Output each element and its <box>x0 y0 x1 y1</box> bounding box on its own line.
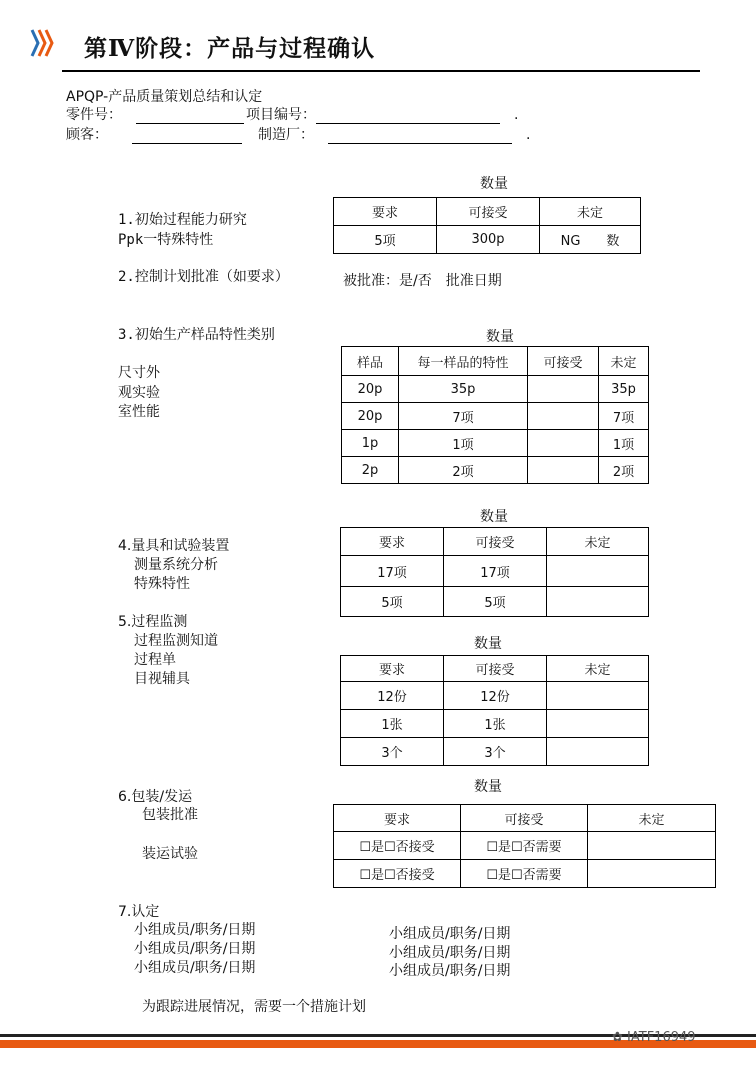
table-cell: 5项 <box>341 587 444 617</box>
header-cell: 可接受 <box>528 347 599 376</box>
s7-signature-right: 小组成员/职务/日期 <box>389 945 511 961</box>
s4-qty-label: 数量 <box>480 509 508 525</box>
header-cell: 未定 <box>547 528 649 556</box>
table-cell: 3个 <box>444 738 547 766</box>
s5-title: 5.过程监测 <box>118 614 188 630</box>
header-cell: 未定 <box>540 198 641 226</box>
watermark-text: IATF16949 <box>627 1030 696 1045</box>
header-cell: 可接受 <box>444 528 547 556</box>
s5-item: 过程单 <box>134 652 176 668</box>
header-cell: 可接受 <box>444 656 547 682</box>
table-cell: NG 数 <box>540 226 641 254</box>
table-cell: 35p <box>599 376 649 403</box>
s6-title: 6.包装/发运 <box>118 789 193 805</box>
s6-qty-label: 数量 <box>474 779 502 795</box>
table-cell: 1张 <box>341 710 444 738</box>
table-cell <box>547 556 649 587</box>
s1-title: 1.初始过程能力研究 <box>118 212 247 228</box>
s5-item: 目视辅具 <box>134 671 190 687</box>
s1-qty-label: 数量 <box>480 176 508 192</box>
header-cell: 要求 <box>334 805 461 832</box>
table-cell: 20p <box>342 376 399 403</box>
table-cell <box>528 376 599 403</box>
s7-title: 7.认定 <box>118 904 160 920</box>
project-no-label: 项目编号： <box>246 107 316 123</box>
s2-approval: 被批准：是/否 批准日期 <box>343 273 502 289</box>
plant-row <box>258 124 530 144</box>
s6-item: 包装批准 <box>142 807 198 823</box>
table-cell: 20p <box>342 403 399 430</box>
header-cell: 未定 <box>599 347 649 376</box>
s4-item: 特殊特性 <box>134 576 190 592</box>
header-cell: 未定 <box>547 656 649 682</box>
s4-title: 4.量具和试验装置 <box>118 538 230 554</box>
table-cell: 3个 <box>341 738 444 766</box>
checkbox-cell[interactable]: ☐是☐否接受 <box>334 860 461 888</box>
table-cell: 35p <box>399 376 528 403</box>
table-cell: 2p <box>342 457 399 484</box>
s3-item: 尺寸外 <box>118 365 160 381</box>
customer-label: 顾客： <box>66 127 108 143</box>
s3-table <box>341 346 649 484</box>
s5-table <box>340 655 649 766</box>
header-cell: 未定 <box>588 805 716 832</box>
table-cell: 1张 <box>444 710 547 738</box>
s7-signature-left: 小组成员/职务/日期 <box>134 922 256 938</box>
s6-item: 装运试验 <box>142 846 198 862</box>
s7-signature-left: 小组成员/职务/日期 <box>134 941 256 957</box>
s5-item: 过程监测知道 <box>134 633 218 649</box>
s3-title: 3.初始生产样品特性类别 <box>118 327 275 343</box>
table-cell: 2项 <box>399 457 528 484</box>
header-cell: 可接受 <box>437 198 540 226</box>
brand-logo-icon <box>30 26 56 60</box>
table-cell: 7项 <box>599 403 649 430</box>
checkbox-cell[interactable]: ☐是☐否接受 <box>334 832 461 860</box>
s7-signature-left: 小组成员/职务/日期 <box>134 960 256 976</box>
watermark <box>612 1030 696 1045</box>
table-cell <box>588 832 716 860</box>
s7-signature-right: 小组成员/职务/日期 <box>389 926 511 942</box>
page-title: 第Ⅳ阶段：产品与过程确认 <box>84 35 376 62</box>
table-cell: 1p <box>342 430 399 457</box>
part-no-row <box>66 104 244 124</box>
table-cell: 300p <box>437 226 540 254</box>
s3-item: 室性能 <box>118 404 160 420</box>
table-cell: 1项 <box>399 430 528 457</box>
s5-qty-label: 数量 <box>474 636 502 652</box>
table-cell: 5项 <box>334 226 437 254</box>
checkbox-cell[interactable]: ☐是☐否需要 <box>461 832 588 860</box>
table-cell <box>547 682 649 710</box>
s6-table <box>333 804 716 888</box>
s3-item: 观实验 <box>118 385 160 401</box>
s1-table <box>333 197 641 254</box>
table-cell <box>528 457 599 484</box>
table-cell <box>547 710 649 738</box>
s3-qty-label: 数量 <box>486 329 514 345</box>
wechat-icon: ✿ <box>612 1030 623 1045</box>
plant-field[interactable] <box>328 130 512 144</box>
s4-item: 测量系统分析 <box>134 557 218 573</box>
header-cell: 可接受 <box>461 805 588 832</box>
header-cell: 要求 <box>341 528 444 556</box>
table-cell: 17项 <box>444 556 547 587</box>
form-heading: APQP-产品质量策划总结和认定 <box>66 89 263 105</box>
header-cell: 要求 <box>341 656 444 682</box>
dot: . <box>526 127 531 143</box>
s4-table <box>340 527 649 617</box>
table-cell: 5项 <box>444 587 547 617</box>
s7-note: 为跟踪进展情况，需要一个措施计划 <box>142 999 366 1015</box>
customer-field[interactable] <box>132 130 242 144</box>
project-no-field[interactable] <box>316 110 500 124</box>
plant-label: 制造厂： <box>258 127 314 143</box>
project-no-row <box>246 104 518 124</box>
table-cell: 1项 <box>599 430 649 457</box>
part-no-field[interactable] <box>136 110 244 124</box>
title-divider <box>62 70 700 72</box>
table-cell: 12份 <box>341 682 444 710</box>
table-cell <box>547 738 649 766</box>
header-cell: 要求 <box>334 198 437 226</box>
s1-sub: Ppk一特殊特性 <box>118 232 214 248</box>
table-cell <box>528 430 599 457</box>
table-cell: 12份 <box>444 682 547 710</box>
table-cell <box>588 860 716 888</box>
table-cell: 17项 <box>341 556 444 587</box>
header-cell: 样品 <box>342 347 399 376</box>
dot: . <box>514 107 519 123</box>
table-cell: 7项 <box>399 403 528 430</box>
customer-row <box>66 124 242 144</box>
header-cell: 每一样品的特性 <box>399 347 528 376</box>
table-cell <box>547 587 649 617</box>
table-cell: 2项 <box>599 457 649 484</box>
s2-title: 2.控制计划批准（如要求） <box>118 269 289 285</box>
s7-signature-right: 小组成员/职务/日期 <box>389 963 511 979</box>
checkbox-cell[interactable]: ☐是☐否需要 <box>461 860 588 888</box>
table-cell <box>528 403 599 430</box>
part-no-label: 零件号： <box>66 107 122 123</box>
